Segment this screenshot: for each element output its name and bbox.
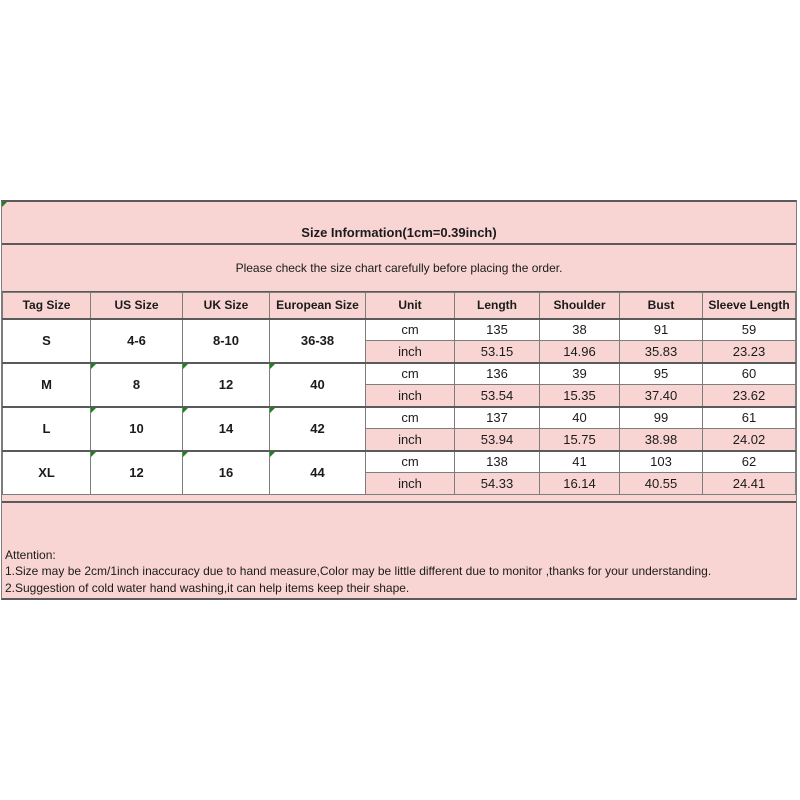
header-sleeve-length: Sleeve Length bbox=[703, 293, 796, 319]
size-cell-uk: 8-10 bbox=[183, 319, 270, 363]
length-cm: 136 bbox=[455, 363, 540, 385]
table-row-l-cm bbox=[3, 407, 796, 429]
sleeve-cm: 59 bbox=[703, 319, 796, 341]
length-inch: 53.54 bbox=[455, 385, 540, 407]
table-header-row bbox=[3, 293, 796, 319]
bust-inch: 37.40 bbox=[620, 385, 703, 407]
size-cell-uk: 16 bbox=[183, 451, 270, 495]
size-cell-eu: 40 bbox=[270, 363, 366, 407]
shoulder-inch: 15.35 bbox=[540, 385, 620, 407]
size-cell-tag: XL bbox=[3, 451, 91, 495]
length-inch: 53.94 bbox=[455, 429, 540, 451]
size-cell-us: 10 bbox=[91, 407, 183, 451]
shoulder-inch: 14.96 bbox=[540, 341, 620, 363]
size-chart-sheet bbox=[1, 200, 797, 600]
length-inch: 54.33 bbox=[455, 473, 540, 495]
header-bust: Bust bbox=[620, 293, 703, 319]
size-chart-title: Size Information(1cm=0.39inch) bbox=[2, 202, 796, 245]
bust-inch: 40.55 bbox=[620, 473, 703, 495]
size-cell-uk: 12 bbox=[183, 363, 270, 407]
bust-inch: 38.98 bbox=[620, 429, 703, 451]
header-uk-size: UK Size bbox=[183, 293, 270, 319]
header-us-size: US Size bbox=[91, 293, 183, 319]
size-cell-us: 4-6 bbox=[91, 319, 183, 363]
header-european-size: European Size bbox=[270, 293, 366, 319]
length-inch: 53.15 bbox=[455, 341, 540, 363]
table-row-s-cm bbox=[3, 319, 796, 341]
shoulder-cm: 40 bbox=[540, 407, 620, 429]
unit-cell: inch bbox=[366, 385, 455, 407]
shoulder-cm: 41 bbox=[540, 451, 620, 473]
attention-line-2: 2.Suggestion of cold water hand washing,it can help items keep their shape. bbox=[5, 580, 410, 595]
shoulder-inch: 16.14 bbox=[540, 473, 620, 495]
sleeve-inch: 24.02 bbox=[703, 429, 796, 451]
unit-cell: inch bbox=[366, 341, 455, 363]
size-cell-tag: S bbox=[3, 319, 91, 363]
size-cell-uk: 14 bbox=[183, 407, 270, 451]
attention-note bbox=[2, 501, 796, 598]
header-length: Length bbox=[455, 293, 540, 319]
size-cell-eu: 36-38 bbox=[270, 319, 366, 363]
attention-line-1: 1.Size may be 2cm/1inch inaccuracy due to hand measure,Color may be little different due to monitor ,thanks for your understanding. bbox=[5, 564, 712, 578]
sleeve-inch: 23.23 bbox=[703, 341, 796, 363]
size-cell-tag: L bbox=[3, 407, 91, 451]
shoulder-inch: 15.75 bbox=[540, 429, 620, 451]
size-cell-eu: 44 bbox=[270, 451, 366, 495]
shoulder-cm: 38 bbox=[540, 319, 620, 341]
table-row-xl-cm bbox=[3, 451, 796, 473]
length-cm: 138 bbox=[455, 451, 540, 473]
unit-cell: inch bbox=[366, 429, 455, 451]
shoulder-cm: 39 bbox=[540, 363, 620, 385]
sleeve-cm: 60 bbox=[703, 363, 796, 385]
unit-cell: cm bbox=[366, 451, 455, 473]
bust-cm: 91 bbox=[620, 319, 703, 341]
size-cell-eu: 42 bbox=[270, 407, 366, 451]
length-cm: 137 bbox=[455, 407, 540, 429]
bust-cm: 95 bbox=[620, 363, 703, 385]
sleeve-inch: 24.41 bbox=[703, 473, 796, 495]
size-table bbox=[2, 292, 796, 495]
size-cell-us: 8 bbox=[91, 363, 183, 407]
table-row-m-cm bbox=[3, 363, 796, 385]
sleeve-cm: 62 bbox=[703, 451, 796, 473]
unit-cell: cm bbox=[366, 407, 455, 429]
unit-cell: cm bbox=[366, 363, 455, 385]
bust-inch: 35.83 bbox=[620, 341, 703, 363]
attention-heading: Attention: bbox=[5, 547, 56, 562]
size-cell-tag: M bbox=[3, 363, 91, 407]
header-tag-size: Tag Size bbox=[3, 293, 91, 319]
sleeve-cm: 61 bbox=[703, 407, 796, 429]
bust-cm: 103 bbox=[620, 451, 703, 473]
size-cell-us: 12 bbox=[91, 451, 183, 495]
size-chart-subtitle: Please check the size chart carefully before placing the order. bbox=[2, 245, 796, 292]
header-unit: Unit bbox=[366, 293, 455, 319]
sleeve-inch: 23.62 bbox=[703, 385, 796, 407]
header-shoulder: Shoulder bbox=[540, 293, 620, 319]
unit-cell: inch bbox=[366, 473, 455, 495]
length-cm: 135 bbox=[455, 319, 540, 341]
unit-cell: cm bbox=[366, 319, 455, 341]
bust-cm: 99 bbox=[620, 407, 703, 429]
